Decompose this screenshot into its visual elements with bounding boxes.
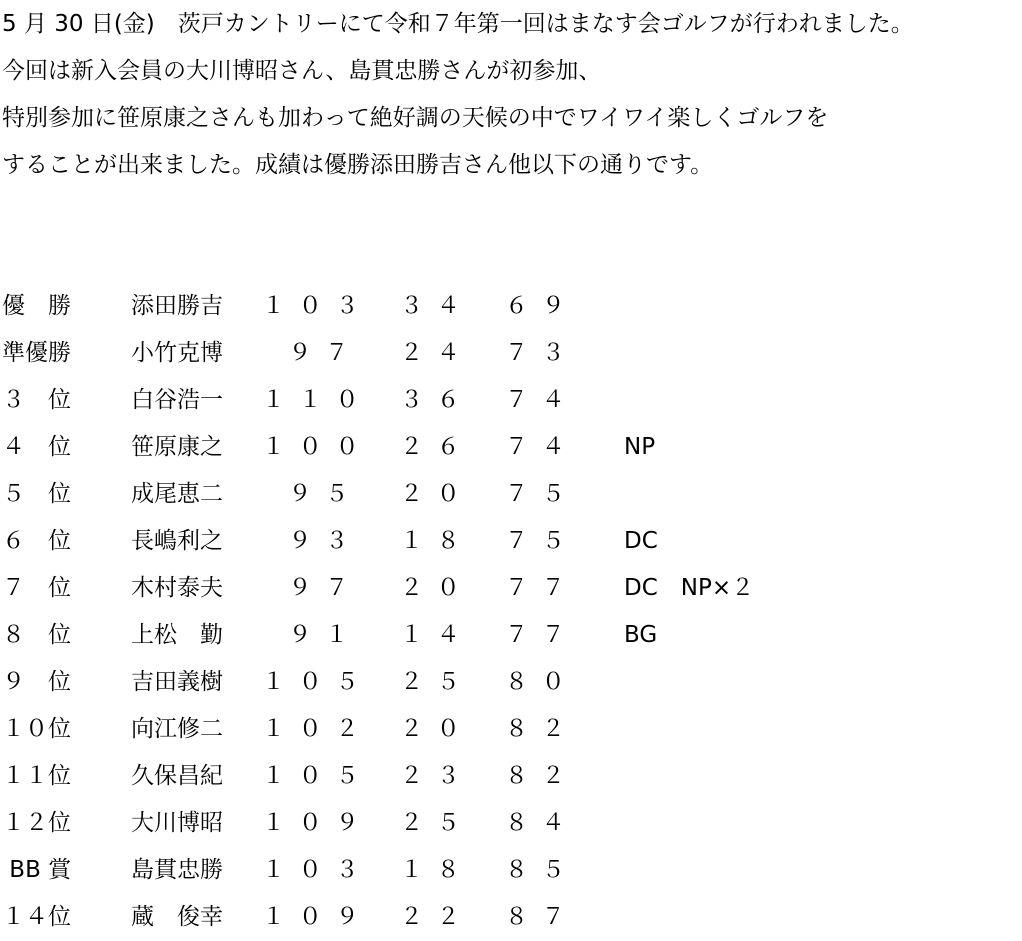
net-score-cell: ８５ [505,857,579,883]
intro-paragraph [2,4,1020,192]
net-score-cell: ８２ [505,763,579,789]
rank-cell: ５ 位 [2,481,71,507]
name-cell: 成尾恵二 [131,481,223,507]
rank-cell: 準優勝 [2,340,71,366]
intro-line: することが出来ました。成績は優勝添田勝吉さん他以下の通りです。 [2,152,714,178]
gross-score-cell: １０５ [262,669,373,695]
result-row [0,565,1022,612]
rank-cell: ６ 位 [2,528,71,554]
intro-line: 今回は新入会員の大川博昭さん、島貫忠勝さんが初参加、 [2,58,602,84]
rank-cell: 優 勝 [2,293,71,319]
gross-score-cell: ９１ [288,622,362,648]
gross-score-cell: １０３ [262,857,373,883]
result-row [0,753,1022,800]
gross-score-cell: １００ [262,434,373,460]
result-row [0,706,1022,753]
name-cell: 添田勝吉 [131,293,223,319]
handicap-cell: １８ [400,528,474,554]
result-row [0,894,1022,941]
result-row [0,283,1022,330]
name-cell: 蔵 俊幸 [131,904,223,930]
handicap-cell: ３６ [400,387,474,413]
handicap-cell: ２４ [400,340,474,366]
note-cell: DC NP×２ [624,575,755,601]
results-table [0,283,1022,941]
rank-cell: １４位 [2,904,71,930]
name-cell: 笹原康之 [131,434,223,460]
gross-score-cell: １０９ [262,904,373,930]
name-cell: 上松 勤 [131,622,223,648]
result-row [0,330,1022,377]
result-row [0,424,1022,471]
handicap-cell: ２３ [400,763,474,789]
net-score-cell: ７３ [505,340,579,366]
net-score-cell: ８０ [505,669,579,695]
name-cell: 木村泰夫 [131,575,223,601]
name-cell: 長嶋利之 [131,528,223,554]
handicap-cell: ２６ [400,434,474,460]
name-cell: 白谷浩一 [131,387,223,413]
rank-cell: １０位 [2,716,71,742]
gross-score-cell: １１０ [262,387,373,413]
gross-score-cell: ９７ [288,340,362,366]
rank-cell: ９ 位 [2,669,71,695]
note-cell: NP [624,434,656,460]
result-row [0,659,1022,706]
net-score-cell: ７７ [505,575,579,601]
name-cell: 島貫忠勝 [131,857,223,883]
net-score-cell: ７４ [505,434,579,460]
rank-cell: １２位 [2,810,71,836]
net-score-cell: ７５ [505,481,579,507]
net-score-cell: ７５ [505,528,579,554]
handicap-cell: ３４ [400,293,474,319]
gross-score-cell: １０３ [262,293,373,319]
handicap-cell: １８ [400,857,474,883]
net-score-cell: ８７ [505,904,579,930]
gross-score-cell: １０９ [262,810,373,836]
handicap-cell: １４ [400,622,474,648]
intro-line: 5 月 30 日(金) 茨戸カントリーにて令和７年第一回はまなす会ゴルフが行われました。 [2,11,914,37]
gross-score-cell: ９７ [288,575,362,601]
handicap-cell: ２０ [400,575,474,601]
gross-score-cell: ９５ [288,481,362,507]
result-row [0,800,1022,847]
name-cell: 久保昌紀 [131,763,223,789]
result-row [0,377,1022,424]
net-score-cell: ７７ [505,622,579,648]
name-cell: 吉田義樹 [131,669,223,695]
name-cell: 小竹克博 [131,340,223,366]
rank-cell: ３ 位 [2,387,71,413]
result-row [0,518,1022,565]
name-cell: 大川博昭 [131,810,223,836]
handicap-cell: ２０ [400,716,474,742]
result-row [0,847,1022,894]
handicap-cell: ２５ [400,669,474,695]
net-score-cell: ６９ [505,293,579,319]
handicap-cell: ２５ [400,810,474,836]
note-cell: BG [624,622,658,648]
gross-score-cell: ９３ [288,528,362,554]
rank-cell: BB 賞 [2,857,72,883]
gross-score-cell: １０２ [262,716,373,742]
handicap-cell: ２０ [400,481,474,507]
note-cell: DC [624,528,658,554]
handicap-cell: ２２ [400,904,474,930]
rank-cell: ８ 位 [2,622,71,648]
rank-cell: １１位 [2,763,71,789]
rank-cell: ４ 位 [2,434,71,460]
result-row [0,471,1022,518]
result-row [0,612,1022,659]
net-score-cell: ８２ [505,716,579,742]
net-score-cell: ８４ [505,810,579,836]
rank-cell: ７ 位 [2,575,71,601]
intro-line: 特別参加に笹原康之さんも加わって絶好調の天候の中でワイワイ楽しくゴルフを [2,105,829,131]
name-cell: 向江修二 [131,716,223,742]
gross-score-cell: １０５ [262,763,373,789]
net-score-cell: ７４ [505,387,579,413]
